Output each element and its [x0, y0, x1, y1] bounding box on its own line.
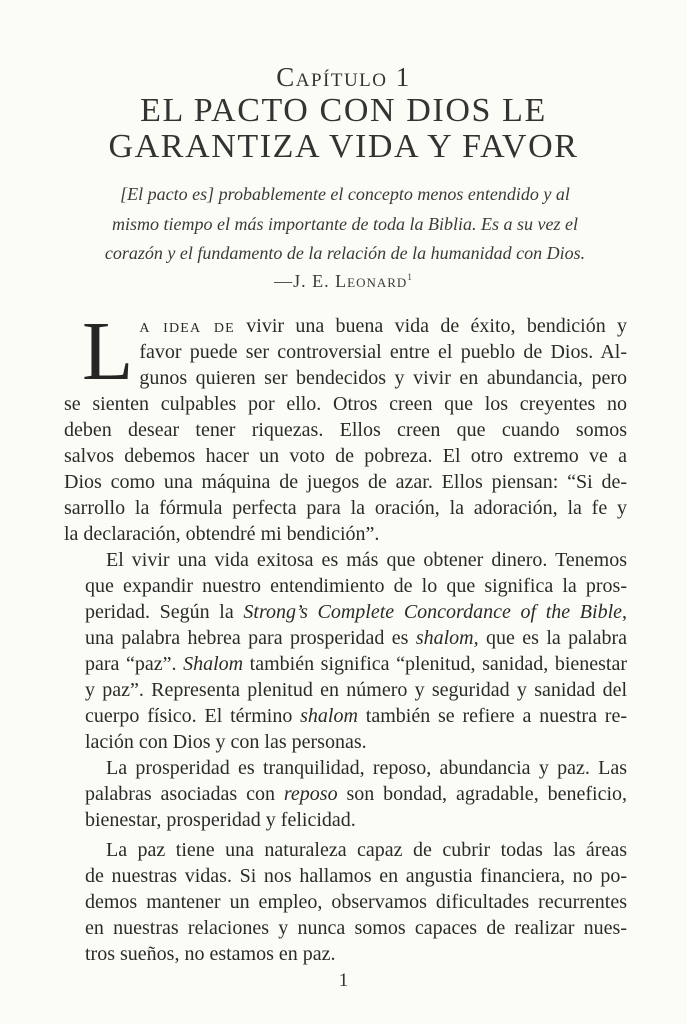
text-line: sarrollo la fórmula perfecta para la oración, la adoración, la fe y [64, 497, 627, 519]
text-line [64, 703, 627, 729]
text-line-content: vivir una buena vida de éxito, bendición y [246, 315, 628, 337]
text-line: deben desear tener riquezas. Ellos creen que cuando somos [64, 419, 627, 441]
paragraph-3 [64, 755, 627, 833]
text-line [64, 313, 627, 339]
text-line [64, 651, 627, 677]
chapter-label: Capítulo 1 [276, 62, 411, 92]
text-run: cuerpo físico. El término [85, 705, 301, 727]
footnote-mark: 1 [407, 272, 413, 282]
text-run: para “paz”. [85, 653, 184, 675]
text-line: la declaración, obtendré mi bendición”. [64, 523, 380, 545]
paragraph-2 [64, 547, 627, 755]
text-line: Dios como una máquina de juegos de azar. Ellos piensan: “Si de- [64, 471, 627, 493]
paragraph-1 [64, 305, 628, 547]
text-line [64, 781, 627, 807]
text-line: en nuestras relaciones y nunca somos capaces de realizar nues- [85, 917, 627, 939]
epigraph-line: [El pacto es] probablemente el concepto menos entendido y al [120, 184, 570, 204]
text-run: , [622, 601, 628, 623]
text-line: La prosperidad es tranquilidad, reposo, abundancia y paz. Las [106, 757, 627, 779]
text-run: son bondad, agradable, beneficio, [337, 783, 628, 805]
text-line: El vivir una vida exitosa es más que obtener dinero. Tenemos [106, 549, 627, 571]
text-line: La paz tiene una naturaleza capaz de cubrir todas las áreas [106, 839, 627, 861]
text-line: bienestar, prosperidad y felicidad. [85, 809, 356, 831]
text-line [64, 599, 627, 625]
text-line: y paz”. Representa plenitud en número y seguridad y sanidad del [85, 679, 627, 701]
text-line: gunos quieren ser bendecidos y vivir en abundancia, pero [139, 367, 627, 389]
text-run: también se refiere a nuestra re- [357, 705, 627, 727]
epigraph-line: corazón y el fundamento de la relación de la humanidad con Dios. [104, 243, 586, 263]
body-text [64, 305, 628, 967]
attribution-author: —J. E. Leonard [274, 271, 408, 291]
text-line: lación con Dios y con las personas. [85, 731, 367, 753]
book-title-italic: Strong’s Complete Concordance of the Bible [243, 601, 623, 623]
chapter-title [0, 93, 687, 165]
text-line: de nuestras vidas. Si nos hallamos en angustia financiera, no po- [85, 865, 627, 887]
chapter-title-line-2: GARANTIZA VIDA Y FAVOR [108, 128, 579, 165]
text-line: se sienten culpables por ello. Otros creen que los creyentes no [64, 393, 627, 415]
epigraph-line: mismo tiempo el más importante de toda la Biblia. Es a su vez el [112, 213, 578, 234]
italic-term: shalom [415, 627, 474, 649]
text-run: peridad. Según la [85, 601, 244, 623]
chapter-title-line-1: EL PACTO CON DIOS LE [140, 92, 547, 129]
text-run: también significa “plenitud, sanidad, bienestar [243, 653, 628, 675]
text-run: palabras asociadas con [85, 783, 284, 805]
lead-in-smallcaps: a idea de [139, 315, 235, 337]
italic-term: Shalom [183, 653, 244, 675]
drop-cap: L [82, 305, 134, 398]
text-line [64, 625, 627, 651]
paragraph-4 [64, 837, 627, 967]
text-run: una palabra hebrea para prosperidad es [85, 627, 416, 649]
text-line: demos mantener un empleo, observamos dificultades recurrentes [85, 891, 627, 913]
text-line: salvos debemos hacer un voto de pobreza. El otro extremo ve a [64, 445, 627, 467]
epigraph-attribution [0, 271, 687, 292]
text-line: favor puede ser controversial entre el pueblo de Dios. Al- [139, 341, 627, 363]
text-line: tros sueños, no estamos en paz. [85, 943, 336, 965]
italic-term: shalom [300, 705, 358, 727]
epigraph [88, 180, 602, 269]
italic-term: reposo [283, 783, 338, 805]
text-run: , que es la palabra [473, 627, 627, 649]
text-line: que expandir nuestro entendimiento de lo que significa la pros- [85, 575, 627, 597]
page-number: 1 [338, 970, 349, 991]
